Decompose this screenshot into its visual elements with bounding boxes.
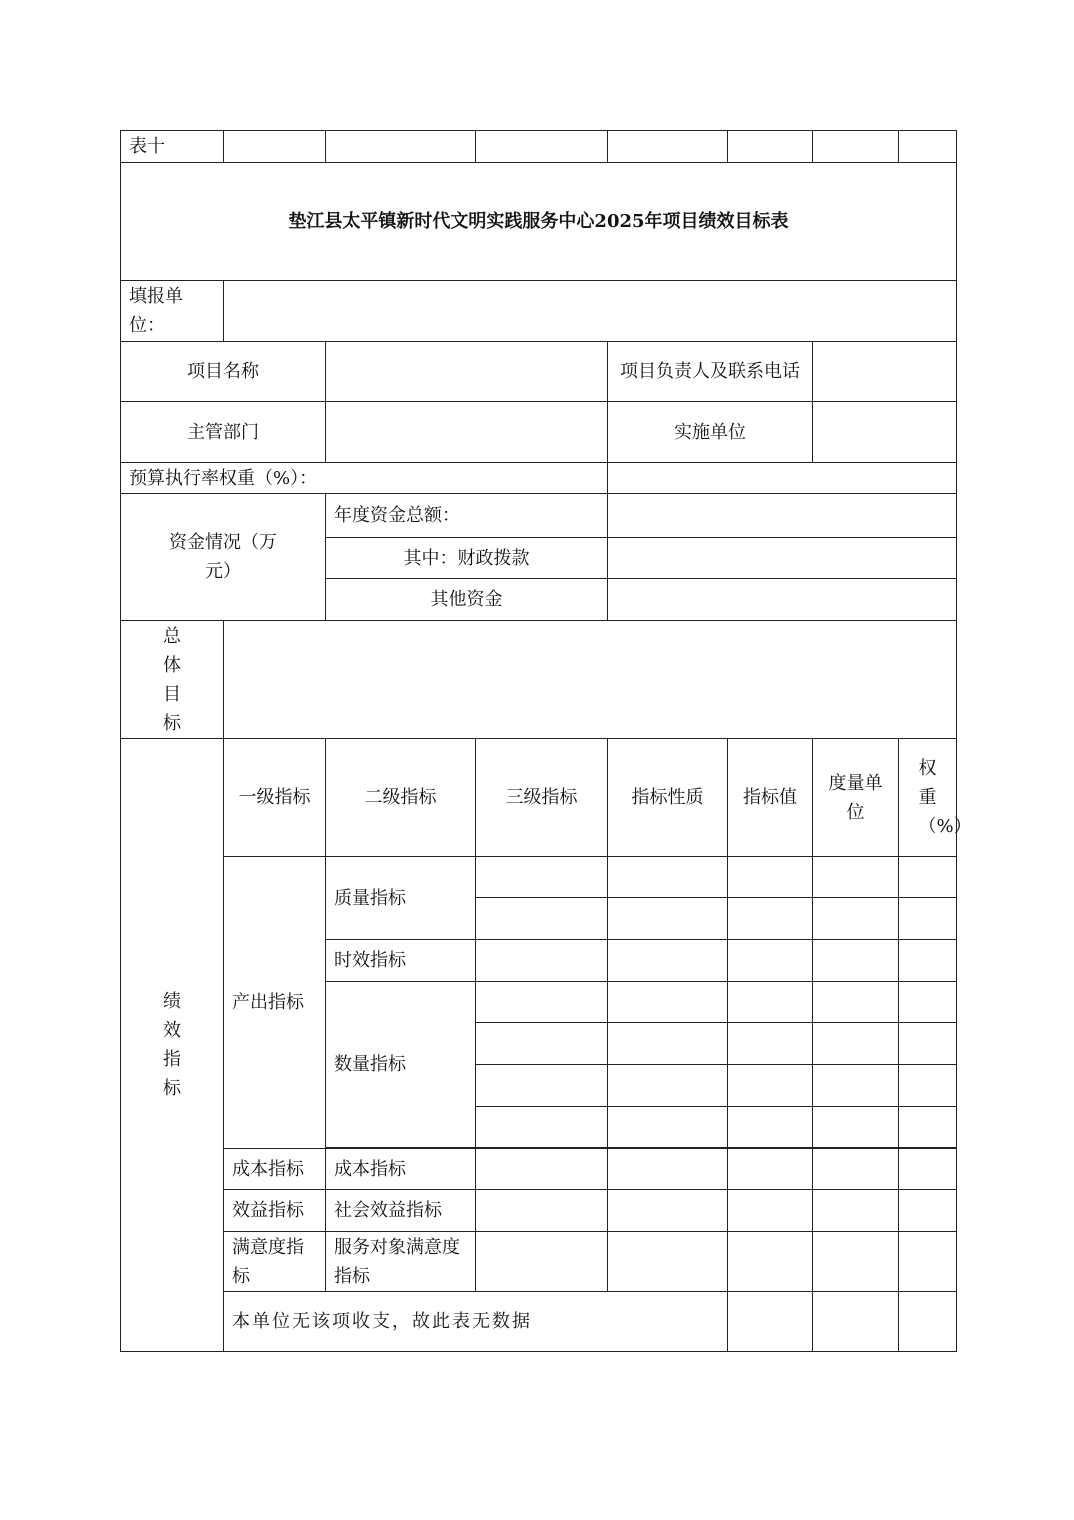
data-cell	[476, 1023, 608, 1065]
data-cell	[476, 1190, 608, 1232]
data-cell	[476, 1107, 608, 1148]
funds-other-label: 其他资金	[326, 579, 608, 621]
data-cell	[608, 898, 728, 940]
data-cell	[813, 1232, 899, 1292]
data-cell	[608, 1065, 728, 1107]
empty-cell	[326, 131, 476, 163]
data-cell	[899, 1065, 957, 1107]
data-cell	[813, 857, 899, 898]
data-cell	[608, 1107, 728, 1148]
overall-goal-label	[121, 621, 224, 739]
header-level3: 三级指标	[476, 739, 608, 857]
perf-label-text: 绩效指标	[163, 991, 181, 1099]
data-cell	[728, 1065, 813, 1107]
overall-goal-value	[224, 621, 957, 739]
data-cell	[899, 1292, 957, 1352]
timeliness-label: 时效指标	[326, 940, 476, 982]
empty-cell	[608, 131, 728, 163]
cost-l1-label: 成本指标	[224, 1149, 326, 1190]
data-cell	[608, 982, 728, 1023]
dept-value	[326, 402, 608, 463]
data-cell	[728, 1292, 813, 1352]
empty-cell	[813, 131, 899, 163]
data-cell	[728, 1232, 813, 1292]
data-cell	[608, 1023, 728, 1065]
funds-fiscal-label: 其中：财政拨款	[326, 538, 608, 579]
quality-label: 质量指标	[326, 857, 476, 940]
data-cell	[813, 898, 899, 940]
satisfaction-l1-label: 满意度指标	[224, 1232, 326, 1292]
funds-label-text: 资金情况（万元）	[169, 532, 277, 582]
page-title: 垫江县太平镇新时代文明实践服务中心2025年项目绩效目标表	[121, 163, 957, 281]
data-cell	[813, 1190, 899, 1232]
budget-rate-label: 预算执行率权重（%）：	[121, 463, 608, 494]
data-cell	[899, 1107, 957, 1148]
data-cell	[899, 982, 957, 1023]
data-cell	[608, 857, 728, 898]
data-cell	[813, 1065, 899, 1107]
impl-unit-label: 实施单位	[608, 402, 813, 463]
data-cell	[608, 940, 728, 982]
data-cell	[813, 940, 899, 982]
impl-unit-value	[813, 402, 957, 463]
data-cell	[728, 857, 813, 898]
funds-total-value	[608, 494, 957, 538]
table-number: 表十	[121, 131, 224, 163]
header-nature: 指标性质	[608, 739, 728, 857]
header-level1: 一级指标	[224, 739, 326, 857]
data-cell	[728, 1149, 813, 1190]
data-cell	[813, 1023, 899, 1065]
header-level2: 二级指标	[326, 739, 476, 857]
overall-goal-text: 总体目标	[163, 625, 181, 734]
funds-other-value	[608, 579, 957, 621]
data-cell	[899, 857, 957, 898]
fill-unit-label: 填报单位：	[121, 281, 224, 342]
satisfaction-l2-label: 服务对象满意度指标	[326, 1232, 476, 1292]
dept-label: 主管部门	[121, 402, 326, 463]
budget-rate-value	[608, 463, 957, 494]
project-leader-value	[813, 342, 957, 402]
data-cell	[813, 1107, 899, 1148]
data-cell	[813, 1149, 899, 1190]
performance-target-table	[120, 130, 972, 1352]
output-label: 产出指标	[224, 857, 326, 1149]
data-cell	[608, 1190, 728, 1232]
funds-fiscal-value	[608, 538, 957, 579]
data-cell	[476, 1149, 608, 1190]
data-cell	[476, 982, 608, 1023]
data-cell	[476, 1065, 608, 1107]
data-cell	[608, 1149, 728, 1190]
perf-label	[121, 739, 224, 1352]
project-name-label: 项目名称	[121, 342, 326, 402]
empty-cell	[728, 131, 813, 163]
header-value: 指标值	[728, 739, 813, 857]
cost-l2-label: 成本指标	[326, 1149, 476, 1190]
header-weight-text: 权重（%）	[918, 758, 972, 837]
data-cell	[899, 898, 957, 940]
project-leader-label: 项目负责人及联系电话	[608, 342, 813, 402]
fill-unit-value	[224, 281, 957, 342]
funds-total-label: 年度资金总额：	[326, 494, 608, 538]
data-cell	[813, 1292, 899, 1352]
funds-label	[121, 494, 326, 621]
data-cell	[728, 1107, 813, 1148]
data-cell	[728, 940, 813, 982]
benefit-l1-label: 效益指标	[224, 1190, 326, 1232]
data-cell	[899, 1190, 957, 1232]
data-cell	[813, 982, 899, 1023]
header-weight	[899, 739, 972, 857]
data-cell	[476, 857, 608, 898]
data-cell	[899, 940, 957, 982]
data-cell	[728, 1190, 813, 1232]
data-cell	[728, 898, 813, 940]
data-cell	[476, 898, 608, 940]
data-cell	[608, 1232, 728, 1292]
data-cell	[728, 982, 813, 1023]
data-cell	[476, 1232, 608, 1292]
data-cell	[728, 1023, 813, 1065]
empty-cell	[476, 131, 608, 163]
empty-cell	[224, 131, 326, 163]
benefit-l2-label: 社会效益指标	[326, 1190, 476, 1232]
header-unit: 度量单位	[813, 739, 899, 857]
quantity-label: 数量指标	[326, 982, 476, 1148]
project-name-value	[326, 342, 608, 402]
empty-cell	[899, 131, 957, 163]
data-cell	[899, 1149, 957, 1190]
no-data-note: 本单位无该项收支，故此表无数据	[224, 1292, 728, 1352]
data-cell	[476, 940, 608, 982]
data-cell	[899, 1232, 957, 1292]
data-cell	[899, 1023, 957, 1065]
